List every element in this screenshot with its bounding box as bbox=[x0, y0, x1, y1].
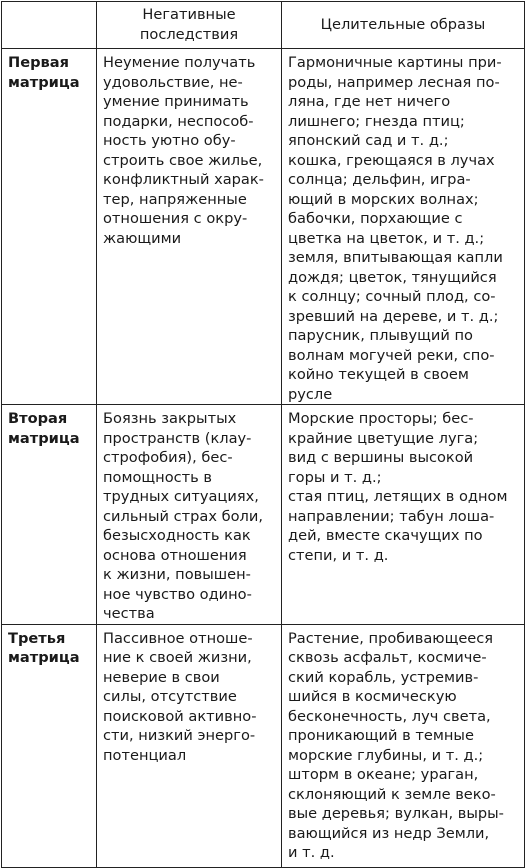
header-cell-healing bbox=[282, 2, 525, 49]
matrix-table bbox=[1, 1, 525, 868]
row-label-cell bbox=[2, 405, 97, 625]
healing-text: Гармоничные картины при- роды, например лесная по- ляна, где нет ничего лишнего; гнезда птиц; японский сад и т. д.; кошка, греющаяся в лучах солнца; дельфин, игра- ющий в морских волнах; бабочки, порхающие с цветка на цветок, и т. д.; земля, впитывающая капли дождя; цветок, тянущийся к солнцу; сочный плод, со- зревший на дереве, и т. д.; парусник, плывущий по волнам могучей реки, спо- койно текущей в своем русле bbox=[288, 54, 503, 403]
matrix-name: Третья матрица bbox=[8, 629, 80, 666]
negative-text: Неумение получать удовольствие, не- умение принимать подарки, неспособ- ность уютно обу- строить свое жилье, конфликтный харак- тер, напряженные отношения с окру- жающими bbox=[103, 54, 264, 247]
table-row bbox=[2, 49, 525, 405]
row-label-cell bbox=[2, 624, 97, 867]
row-label-cell bbox=[2, 49, 97, 405]
header-col2-text: Негативные последствия bbox=[139, 6, 239, 43]
matrix-name: Первая матрица bbox=[8, 54, 80, 91]
matrix-name: Вторая матрица bbox=[8, 410, 80, 447]
negative-cell bbox=[97, 624, 282, 867]
healing-cell bbox=[282, 405, 525, 625]
healing-text: Морские просторы; бес- крайние цветущие луга; вид с вершины высокой горы и т. д.; стая птиц, летящих в одном направлении; табун лоша- дей, вместе скачущих по степи, и т. д. bbox=[288, 410, 508, 564]
negative-text: Боязнь закрытых пространств (клау- строфобия), бес- помощность в трудных ситуациях, сильный страх боли, безысходность как основа отношения к жизни, повышен- ное чувство одино- чества bbox=[103, 410, 264, 622]
header-col3-text: Целительные образы bbox=[320, 15, 486, 33]
table-header-row bbox=[2, 2, 525, 49]
healing-cell bbox=[282, 624, 525, 867]
healing-cell bbox=[282, 49, 525, 405]
header-cell-negative bbox=[97, 2, 282, 49]
healing-text: Растение, пробивающееся сквозь асфальт, космиче- ский корабль, устремив- шийся в космическую бесконечность, луч света, проникающий в темные морские глубины, и т. д.; шторм в океане; ураган, склоняющий к земле веко- вые деревья; вулкан, выры- вающийся из недр Земли, и т. д. bbox=[288, 629, 504, 861]
negative-text: Пассивное отноше- ние к своей жизни, неверие в свои силы, отсутствие поисковой активно- сти, низкий энерго- потенциал bbox=[103, 629, 257, 764]
negative-cell bbox=[97, 49, 282, 405]
header-cell-empty bbox=[2, 2, 97, 49]
table-row bbox=[2, 624, 525, 867]
negative-cell bbox=[97, 405, 282, 625]
table-row bbox=[2, 405, 525, 625]
